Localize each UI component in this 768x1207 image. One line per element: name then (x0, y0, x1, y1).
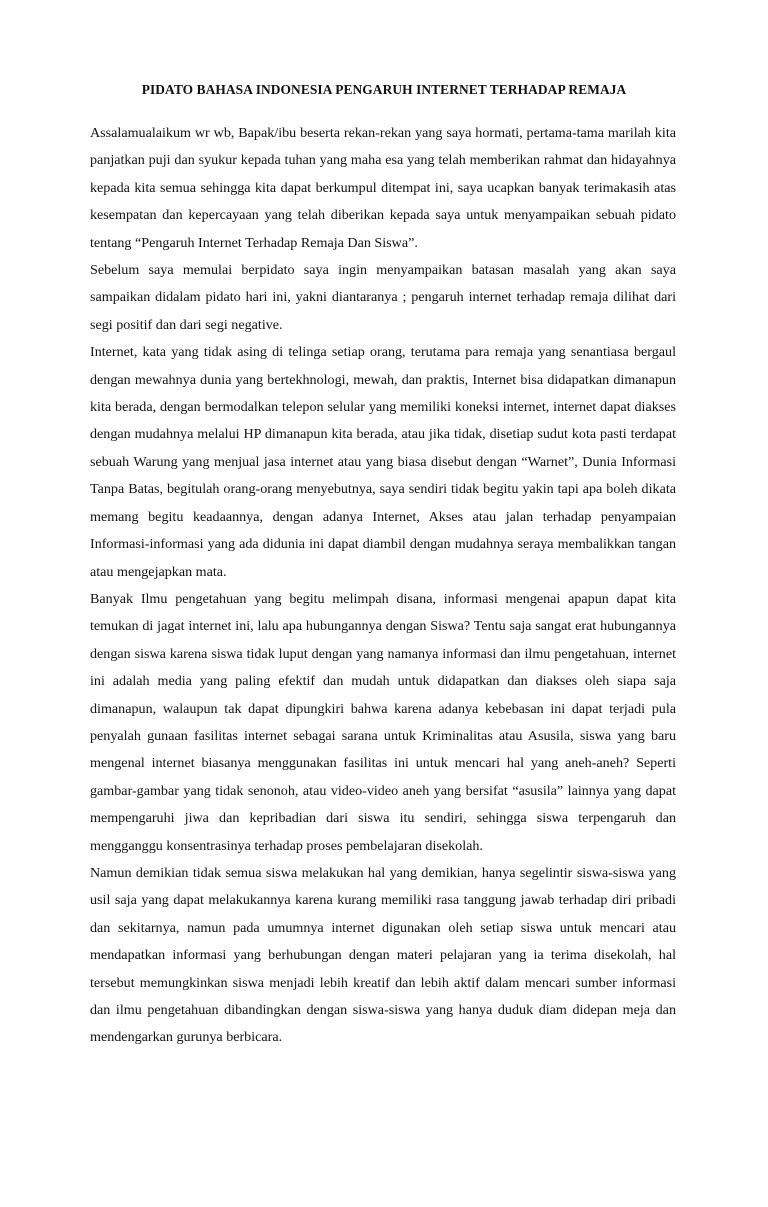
paragraph-internet: Internet, kata yang tidak asing di telinga setiap orang, terutama para remaja yang senantiasa bergaul dengan mewahnya dunia yang bertekhnologi, mewah, dan praktis, Internet bisa didapatkan dimanapun kita berada, dengan bermodalkan telepon selular yang memiliki koneksi internet, internet dapat diakses dengan mudahnya melalui HP dimanapun kita berada, atau jika tidak, disetiap sudut kota pasti terdapat sebuah Warung yang menjual jasa internet atau yang biasa disebut dengan “Warnet”, Dunia Informasi Tanpa Batas, begitulah orang-orang menyebutnya, saya sendiri tidak begitu yakin tapi apa boleh dikata memang begitu keadaannya, dengan adanya Internet, Akses atau jalan terhadap penyampaian Informasi-informasi yang ada didunia ini dapat diambil dengan mudahnya seraya membalikkan tangan atau mengejapkan mata. (90, 344, 676, 580)
paragraph-greeting: Assalamualaikum wr wb, Bapak/ibu beserta rekan-rekan yang saya hormati, pertama-tama marilah kita panjatkan puji dan syukur kepada tuhan yang maha esa yang telah memberikan rahmat dan hidayahnya kepada kita semua sehingga kita dapat berkumpul ditempat ini, saya ucapkan banyak terimakasih atas kesempatan dan kepercayaan yang telah diberikan kepada saya untuk menyampaikan sebuah pidato tentang “Pengaruh Internet Terhadap Remaja Dan Siswa”. (90, 125, 676, 251)
document-title: PIDATO BAHASA INDONESIA PENGARUH INTERNET TERHADAP REMAJA (141, 82, 627, 97)
paragraph-knowledge: Banyak Ilmu pengetahuan yang begitu melimpah disana, informasi mengenai apapun dapat kita temukan di jagat internet ini, lalu apa hubungannya dengan Siswa? Tentu saja sangat erat hubungannya dengan siswa karena siswa tidak luput dengan yang namanya informasi dan ilmu pengetahuan, internet ini adalah media yang paling efektif dan mudah untuk didapatkan dan diakses oleh siapa saja dimanapun, walaupun tak dapat dipungkiri bahwa karena adanya kebebasan ini dapat terjadi pula penyalah gunaan fasilitas internet sebagai sarana untuk Kriminalitas atau Asusila, siswa yang baru mengenal internet biasanya menggunakan fasilitas ini untuk mencari hal yang aneh-aneh? Seperti gambar-gambar yang tidak senonoh, atau video-video aneh yang bersifat “asusila” lainnya yang dapat mempengaruhi jiwa dan kepribadian dari siswa itu sendiri, sehingga siswa terpengaruh dan mengganggu konsentrasinya terhadap proses pembelajaran disekolah. (90, 590, 676, 854)
paragraph-scope: Sebelum saya memulai berpidato saya ingin menyampaikan batasan masalah yang akan saya sampaikan didalam pidato hari ini, yakni diantaranya ; pengaruh internet terhadap remaja dilihat dari segi positif dan dari segi negative. (90, 262, 676, 333)
paragraph-students: Namun demikian tidak semua siswa melakukan hal yang demikian, hanya segelintir siswa-siswa yang usil saja yang dapat melakukannya karena kurang memiliki rasa tanggung jawab terhadap diri pribadi dan sekitarnya, namun pada umumnya internet digunakan oleh setiap siswa untuk mencari atau mendapatkan informasi yang berhubungan dengan materi pelajaran yang ia terima disekolah, hal tersebut memungkinkan siswa menjadi lebih kreatif dan lebih aktif dalam mencari sumber informasi dan ilmu pengetahuan dibandingkan dengan siswa-siswa yang hanya duduk diam didepan meja dan mendengarkan gurunya berbicara. (90, 864, 676, 1046)
document-body (90, 120, 676, 1052)
